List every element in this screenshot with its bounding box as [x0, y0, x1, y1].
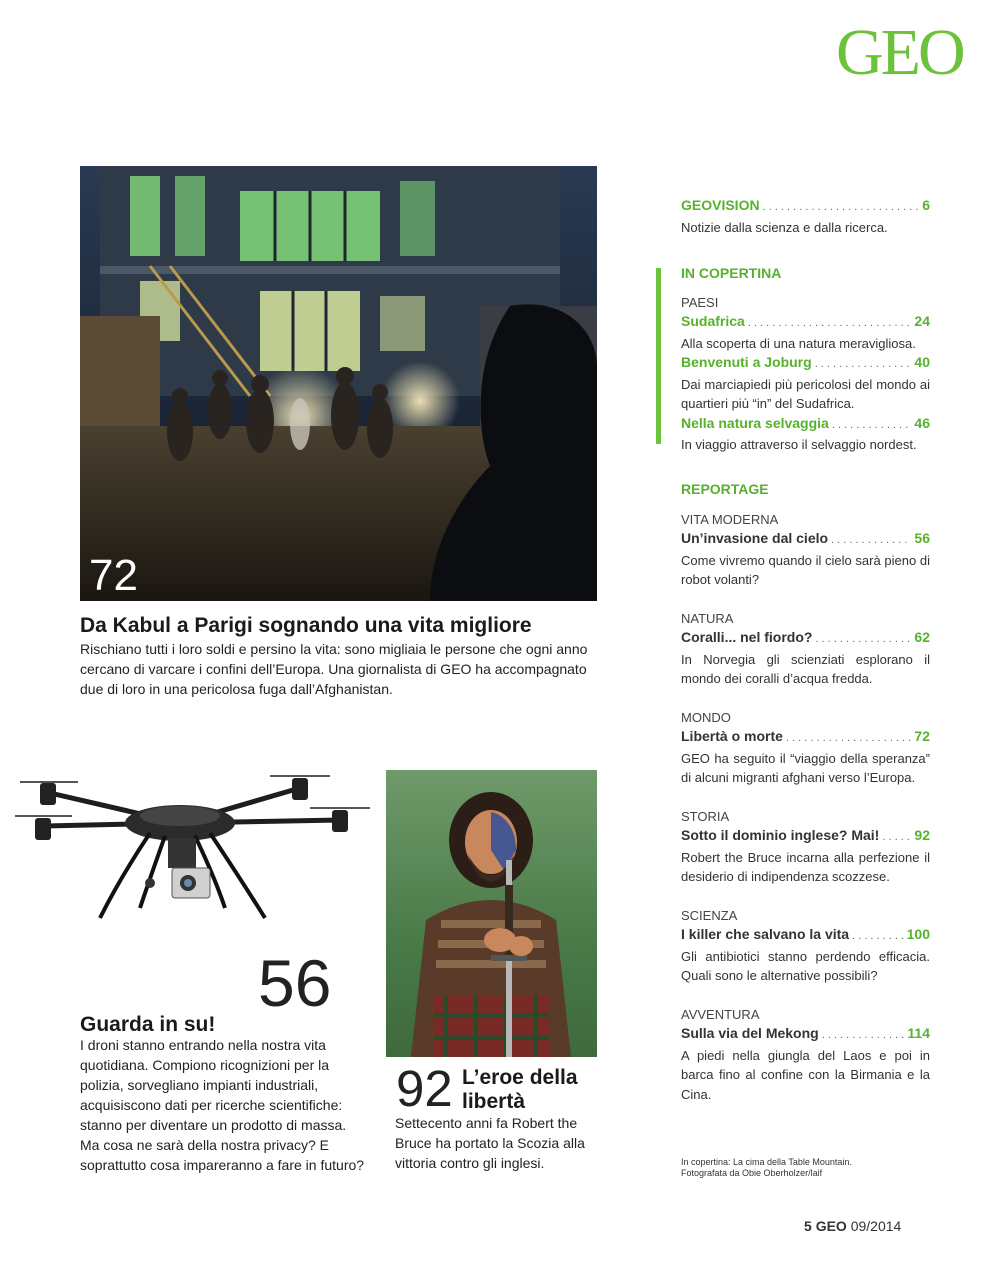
robert-the-bruce-photo — [386, 770, 597, 1057]
afghan-body: Rischiano tutti i loro soldi e persino la vita: sono migliaia le persone che ogni anno cercano di varcare i confini dell’Europa. Una giornalista di GEO ha accompagnato due di loro in una pericolosa fuga dall’Afghanistan. — [80, 641, 588, 697]
folio-issue: 09/2014 — [850, 1218, 902, 1234]
page-folio — [804, 1218, 901, 1234]
section-heading: IN COPERTINA — [681, 265, 782, 281]
bruce-headline-line2: libertà — [462, 1090, 526, 1113]
toc-desc: Dai marciapiedi più pericolosi del mondo ai quartieri più “in” del Sudafrica. — [681, 376, 930, 411]
cover-credit-line2: Fotografata da Obie Oberholzer/laif — [681, 1168, 823, 1178]
toc-desc: GEO ha seguito il “viaggio della speranza” di alcuni migranti afghani verso l’Europa. — [681, 750, 930, 785]
bruce-headline-line1: L’eroe della — [462, 1066, 578, 1089]
afghan-headline: Da Kabul a Parigi sognando una vita migliore — [80, 614, 532, 637]
toc-desc: In Norvegia gli scienziati esplorano il mondo dei coralli d’acqua fredda. — [681, 651, 930, 686]
toc-geovision — [681, 196, 930, 237]
folio-page-number: 5 — [804, 1218, 812, 1234]
toc-desc: Alla scoperta di una natura meravigliosa. — [681, 335, 916, 351]
category-label: PAESI — [681, 294, 719, 310]
cover-section-bar — [656, 268, 661, 444]
drone-photo — [0, 768, 376, 928]
toc-entry-geovision[interactable]: GEOVISION . . . 6 — [681, 196, 930, 218]
toc-desc: Notizie dalla scienza e dalla ricerca. — [681, 219, 888, 235]
toc-desc: In viaggio attraverso il selvaggio nordest. — [681, 437, 917, 452]
toc-entry-dominio-inglese[interactable]: Sotto il dominio inglese? Mai! . . . 92 — [681, 826, 930, 848]
category-label: STORIA — [681, 808, 730, 824]
toc-entry-coralli[interactable]: Coralli... nel fiordo? . . . 62 — [681, 628, 930, 650]
feature-number-56: 56 — [258, 946, 332, 1020]
toc-entry-natura-selvaggia[interactable]: Nella natura selvaggia . . . 46 — [681, 414, 930, 436]
feature-number-92: 92 — [396, 1060, 453, 1117]
category-label: VITA MODERNA — [681, 511, 779, 527]
toc-entry-killer[interactable]: I killer che salvano la vita . . . 100 — [681, 925, 930, 947]
category-label: MONDO — [681, 709, 731, 725]
drone-headline: Guarda in su! — [80, 1013, 216, 1036]
section-heading: REPORTAGE — [681, 481, 769, 497]
toc-desc: Gli antibiotici stanno perdendo efficacia. Quali sono le alternative possibili? — [681, 948, 930, 983]
toc-entry-invasione[interactable]: Un’invasione dal cielo . . . 56 — [681, 529, 930, 551]
category-label: SCIENZA — [681, 907, 738, 923]
toc-entry-joburg[interactable]: Benvenuti a Joburg . . . 40 — [681, 353, 930, 375]
kabul-night-photo — [80, 166, 597, 601]
toc-desc: Come vivremo quando il cielo sarà pieno di robot volanti? — [681, 552, 930, 587]
toc-entry-liberta[interactable]: Libertà o morte . . . 72 — [681, 727, 930, 749]
toc-reportage — [681, 480, 930, 1104]
toc-entry-sudafrica[interactable]: Sudafrica . . . 24 — [681, 312, 930, 334]
toc-desc: A piedi nella giungla del Laos e poi in barca fino al confine con la Birmania e la Cina. — [681, 1047, 930, 1102]
cover-credit-line1: In copertina: La cima della Table Mountain. — [681, 1157, 852, 1167]
feature-number-72: 72 — [89, 551, 138, 600]
category-label: NATURA — [681, 610, 734, 626]
toc-entry-mekong[interactable]: Sulla via del Mekong . . . 114 — [681, 1024, 930, 1046]
geo-logo[interactable]: GEO — [836, 16, 963, 89]
folio-magazine: GEO — [815, 1218, 847, 1234]
bruce-body: Settecento anni fa Robert the Bruce ha portato la Scozia alla vittoria contro gli inglesi. — [395, 1115, 585, 1171]
cover-credit — [681, 1157, 852, 1179]
toc-copertina — [681, 264, 930, 455]
category-label: AVVENTURA — [681, 1006, 760, 1022]
toc-desc: Robert the Bruce incarna alla perfezione il desiderio di indipendenza scozzese. — [681, 849, 930, 884]
drone-body: I droni stanno entrando nella nostra vita quotidiana. Compiono ricognizioni per la polizia, sorvegliano impianti industriali, acquisiscono dati per ricerche scientifiche: stanno per diventare un prodotto di massa. Ma cosa ne sarà della nostra privacy? E soprattutto cosa impareranno a fare in futuro? — [80, 1037, 365, 1173]
